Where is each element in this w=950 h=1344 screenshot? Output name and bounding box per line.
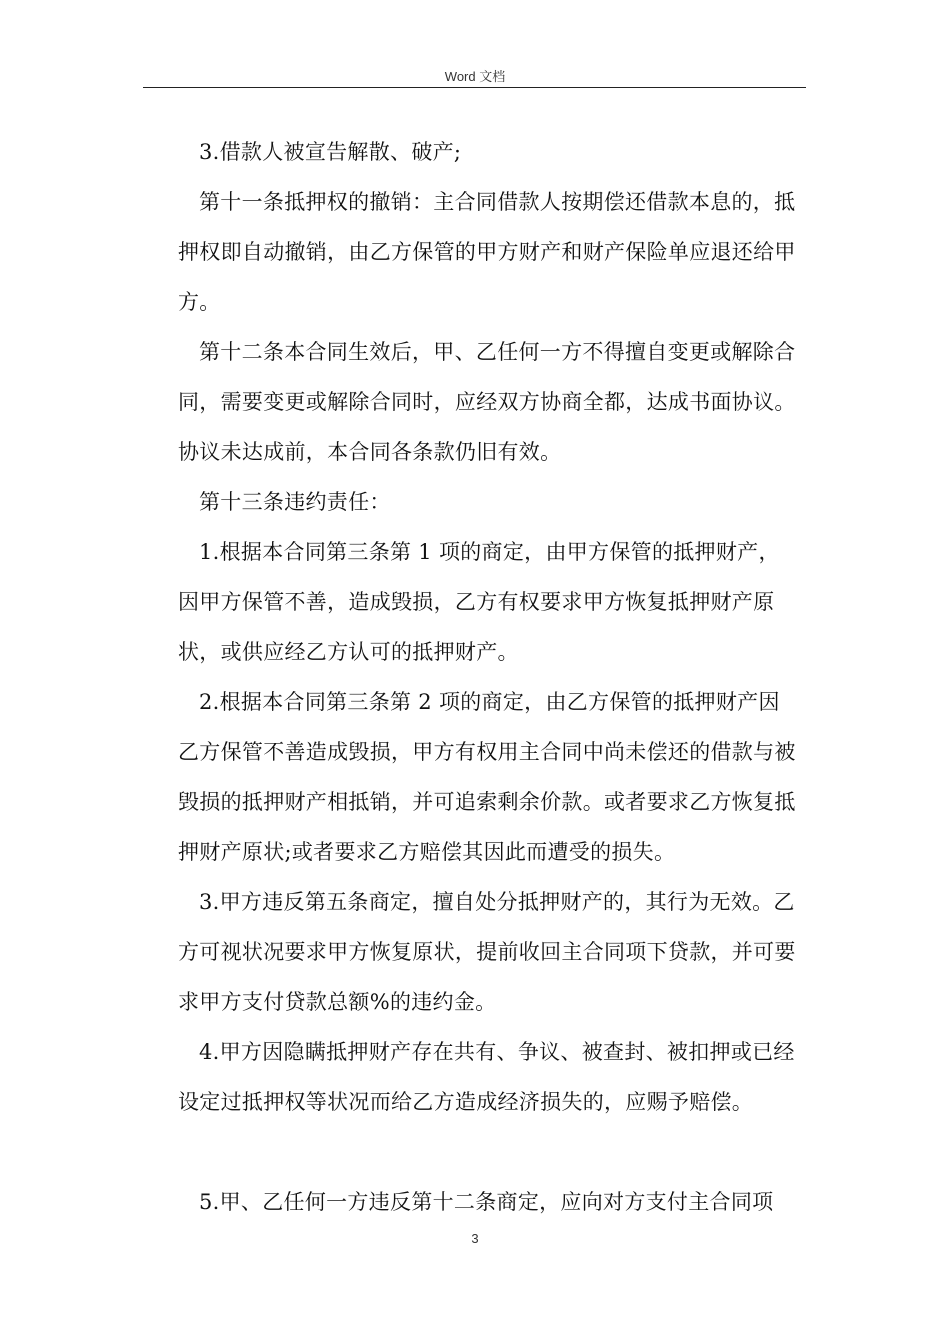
paragraph-article-13-item-5: 5.甲、乙任何一方违反第十二条商定，应向对方支付主合同项 (199, 1190, 774, 1214)
paragraph-article-12: 第十二条本合同生效后，甲、乙任何一方不得擅自变更或解除合同，需要变更或解除合同时，应经双方协商全都，达成书面协议。协议未达成前，本合同各条款仍旧有效。 (178, 340, 796, 464)
paragraph-article-13-heading: 第十三条违约责任： (199, 490, 391, 514)
header-divider (143, 87, 806, 88)
paragraph-article-13-item-4: 4.甲方因隐瞒抵押财产存在共有、争议、被查封、被扣押或已经设定过抵押权等状况而给乙方造成经济损失的，应赐予赔偿。 (178, 1040, 795, 1114)
document-body (178, 127, 798, 1227)
paragraph-article-13-item-1: 1.根据本合同第三条第 1 项的商定，由甲方保管的抵押财产，因甲方保管不善，造成毁损，乙方有权要求甲方恢复抵押财产原状，或供应经乙方认可的抵押财产。 (178, 540, 780, 664)
document-header: Word 文档 (444, 69, 506, 84)
paragraph-article-11: 第十一条抵押权的撤销：主合同借款人按期偿还借款本息的，抵押权即自动撤销，由乙方保管的甲方财产和财产保险单应退还给甲方。 (178, 190, 796, 314)
page-number: 3 (471, 1231, 479, 1246)
paragraph-clause-10-item-3: 3.借款人被宣告解散、破产; (199, 140, 462, 164)
paragraph-article-13-item-2: 2.根据本合同第三条第 2 项的商定，由乙方保管的抵押财产因乙方保管不善造成毁损，甲方有权用主合同中尚未偿还的借款与被毁损的抵押财产相抵销，并可追索剩余价款。或者要求乙方恢复抵押财产原状;或者要求乙方赔偿其因此而遭受的损失。 (178, 690, 796, 864)
paragraph-article-13-item-3: 3.甲方违反第五条商定，擅自处分抵押财产的，其行为无效。乙方可视状况要求甲方恢复原状，提前收回主合同项下贷款，并可要求甲方支付贷款总额%的违约金。 (178, 890, 796, 1014)
